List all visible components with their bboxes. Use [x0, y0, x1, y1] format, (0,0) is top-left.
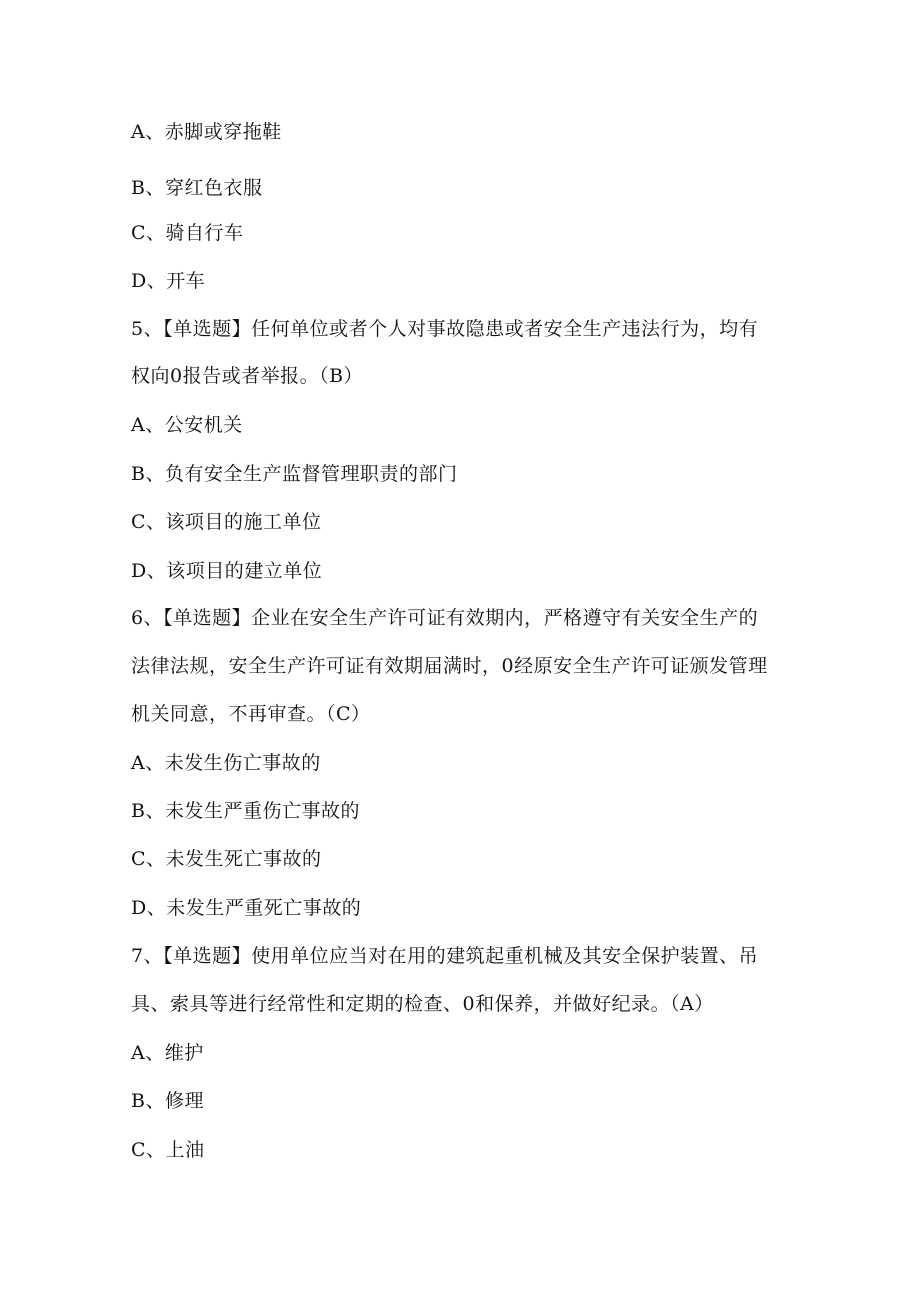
q6-text-line-1: 6、【单选题】企业在安全生产许可证有效期内，严格遵守有关安全生产的 [131, 607, 759, 629]
q6-option-b: B、未发生严重伤亡事故的 [131, 800, 360, 822]
q5-option-d: D、该项目的建立单位 [131, 560, 323, 582]
q6-option-a: A、未发生伤亡事故的 [131, 752, 321, 774]
q5-text-line-2: 权向0报告或者举报。（B） [131, 365, 364, 387]
q4-option-c: C、骑自行车 [131, 222, 244, 244]
q6-option-d: D、未发生严重死亡事故的 [131, 897, 362, 919]
q7-option-c: C、上油 [131, 1139, 205, 1161]
q4-option-d: D、开车 [131, 270, 206, 292]
q5-text-line-1: 5、【单选题】任何单位或者个人对事故隐患或者安全生产违法行为，均有 [131, 318, 759, 340]
q7-text-line-1: 7、【单选题】使用单位应当对在用的建筑起重机械及其安全保护装置、吊 [131, 945, 759, 967]
q6-text-line-3: 机关同意，不再审查。（C） [131, 703, 371, 725]
q5-option-c: C、该项目的施工单位 [131, 511, 322, 533]
q7-option-a: A、维护 [131, 1042, 204, 1064]
q6-text-line-2: 法律法规，安全生产许可证有效期届满时，0经原安全生产许可证颁发管理 [131, 655, 768, 677]
q6-option-c: C、未发生死亡事故的 [131, 848, 322, 870]
q7-text-line-2: 具、索具等进行经常性和定期的检查、0和保养，并做好纪录。（A） [131, 993, 714, 1015]
q5-option-b: B、负有安全生产监督管理职责的部门 [131, 463, 458, 485]
q5-option-a: A、公安机关 [131, 414, 243, 436]
q4-option-b: B、穿红色衣服 [131, 177, 263, 199]
q4-option-a: A、赤脚或穿拖鞋 [131, 121, 282, 143]
q7-option-b: B、修理 [131, 1090, 204, 1112]
